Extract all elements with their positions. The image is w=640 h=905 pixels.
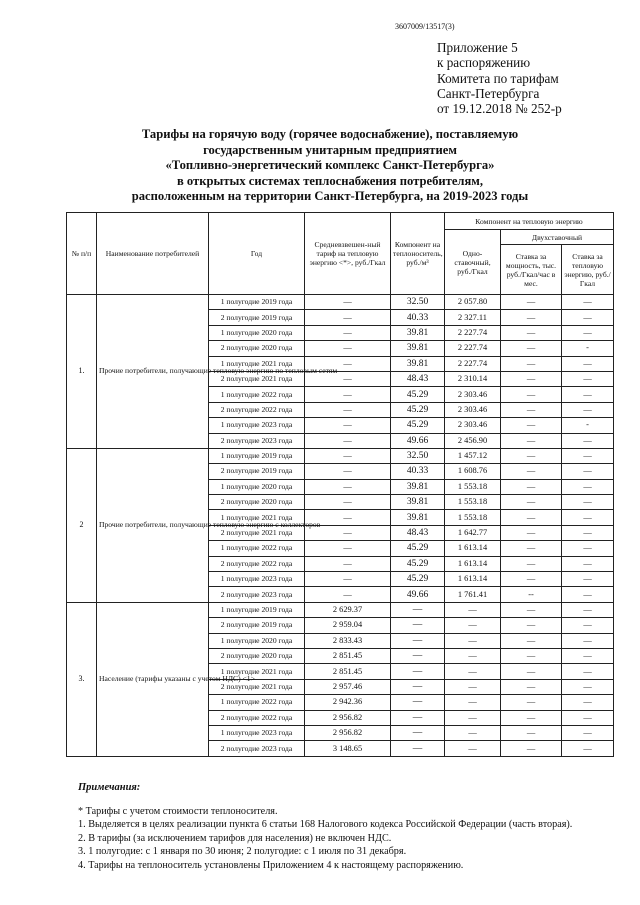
- title-line: Тарифы на горячую воду (горячее водоснабжение), поставляемую: [141, 127, 519, 141]
- carrier-cell: 39.81: [391, 510, 445, 525]
- power-rate-cell: —: [501, 679, 562, 694]
- carrier-cell: 45.29: [391, 572, 445, 587]
- single-rate-cell: —: [445, 679, 501, 694]
- avg-tariff-cell: —: [305, 572, 391, 587]
- power-rate-cell: —: [501, 541, 562, 556]
- power-rate-cell: —: [501, 618, 562, 633]
- energy-rate-cell: —: [562, 587, 614, 602]
- carrier-cell: —: [391, 664, 445, 679]
- period-cell: 1 полугодие 2022 года: [209, 541, 305, 556]
- period-cell: 2 полугодие 2019 года: [209, 618, 305, 633]
- title-line: «Топливно-энергетический комплекс Санкт-Петербурга»: [165, 158, 495, 173]
- carrier-cell: —: [391, 648, 445, 663]
- energy-rate-cell: —: [562, 664, 614, 679]
- power-rate-cell: —: [501, 310, 562, 325]
- energy-rate-cell: —: [562, 572, 614, 587]
- power-rate-cell: —: [501, 510, 562, 525]
- power-rate-cell: —: [501, 479, 562, 494]
- header-carrier: Компонент на теплоноситель, руб./м³: [391, 213, 445, 295]
- note-item: 3. 1 полугодие: с 1 января по 30 июня; 2 полугодие: с 1 июля по 31 декабря.: [78, 846, 407, 858]
- period-cell: 2 полугодие 2022 года: [209, 402, 305, 417]
- carrier-cell: 40.33: [391, 310, 445, 325]
- energy-rate-cell: —: [562, 402, 614, 417]
- single-rate-cell: —: [445, 633, 501, 648]
- carrier-cell: 45.29: [391, 556, 445, 571]
- appendix-line: Комитета по тарифам: [437, 70, 559, 86]
- energy-rate-cell: —: [562, 479, 614, 494]
- period-cell: 2 полугодие 2019 года: [209, 464, 305, 479]
- period-cell: 1 полугодие 2022 года: [209, 695, 305, 710]
- power-rate-cell: —: [501, 664, 562, 679]
- carrier-cell: 39.81: [391, 495, 445, 510]
- avg-tariff-cell: —: [305, 541, 391, 556]
- avg-tariff-cell: —: [305, 310, 391, 325]
- single-rate-cell: 2 327.11: [445, 310, 501, 325]
- carrier-cell: 45.29: [391, 418, 445, 433]
- power-rate-cell: —: [501, 418, 562, 433]
- single-rate-cell: 2 303.46: [445, 387, 501, 402]
- power-rate-cell: —: [501, 341, 562, 356]
- avg-tariff-cell: 2 942.36: [305, 695, 391, 710]
- power-rate-cell: —: [501, 710, 562, 725]
- power-rate-cell: —: [501, 602, 562, 617]
- consumer-name: Прочие потребители, получающие тепловую энергию с коллекторов: [97, 448, 209, 602]
- header-single-rate: Одно-ставочный, руб./Гкал: [445, 230, 501, 295]
- avg-tariff-cell: 2 956.82: [305, 710, 391, 725]
- power-rate-cell: —: [501, 725, 562, 740]
- row-number: 3.: [67, 602, 97, 756]
- appendix-line: к распоряжению: [437, 55, 531, 71]
- appendix-line: Санкт-Петербурга: [437, 85, 540, 101]
- power-rate-cell: —: [501, 633, 562, 648]
- single-rate-cell: 1 613.14: [445, 541, 501, 556]
- power-rate-cell: --: [501, 587, 562, 602]
- period-cell: 1 полугодие 2023 года: [209, 572, 305, 587]
- power-rate-cell: —: [501, 356, 562, 371]
- energy-rate-cell: —: [562, 510, 614, 525]
- avg-tariff-cell: 2 957.46: [305, 679, 391, 694]
- carrier-cell: 39.81: [391, 341, 445, 356]
- carrier-cell: 39.81: [391, 479, 445, 494]
- avg-tariff-cell: —: [305, 341, 391, 356]
- single-rate-cell: —: [445, 710, 501, 725]
- power-rate-cell: —: [501, 371, 562, 386]
- single-rate-cell: 1 457.12: [445, 448, 501, 463]
- table-row: [67, 295, 614, 310]
- avg-tariff-cell: —: [305, 479, 391, 494]
- single-rate-cell: 2 456.90: [445, 433, 501, 448]
- period-cell: 1 полугодие 2021 года: [209, 664, 305, 679]
- energy-rate-cell: —: [562, 541, 614, 556]
- period-cell: 1 полугодие 2020 года: [209, 479, 305, 494]
- single-rate-cell: —: [445, 695, 501, 710]
- avg-tariff-cell: 2 959.04: [305, 618, 391, 633]
- single-rate-cell: 2 310.14: [445, 371, 501, 386]
- period-cell: 1 полугодие 2023 года: [209, 418, 305, 433]
- note-item: * Тарифы с учетом стоимости теплоносителя.: [78, 805, 278, 817]
- period-cell: 2 полугодие 2021 года: [209, 371, 305, 386]
- single-rate-cell: 2 057.80: [445, 295, 501, 310]
- period-cell: 1 полугодие 2020 года: [209, 325, 305, 340]
- document-number: 3607009/13517(3): [395, 22, 455, 31]
- appendix-line: от 19.12.2018 № 252-р: [437, 101, 562, 117]
- single-rate-cell: 1 553.18: [445, 510, 501, 525]
- header-num: № п/п: [67, 213, 97, 295]
- avg-tariff-cell: —: [305, 525, 391, 540]
- carrier-cell: —: [391, 725, 445, 740]
- energy-rate-cell: -: [562, 341, 614, 356]
- energy-rate-cell: —: [562, 371, 614, 386]
- carrier-cell: 49.66: [391, 587, 445, 602]
- power-rate-cell: —: [501, 448, 562, 463]
- avg-tariff-cell: —: [305, 295, 391, 310]
- single-rate-cell: —: [445, 648, 501, 663]
- period-cell: 1 полугодие 2019 года: [209, 602, 305, 617]
- header-energy-rate: Ставка за тепловую энергию, руб./Гкал: [562, 245, 614, 295]
- period-cell: 2 полугодие 2021 года: [209, 679, 305, 694]
- carrier-cell: 48.43: [391, 525, 445, 540]
- power-rate-cell: —: [501, 402, 562, 417]
- power-rate-cell: —: [501, 572, 562, 587]
- avg-tariff-cell: —: [305, 356, 391, 371]
- carrier-cell: —: [391, 741, 445, 756]
- period-cell: 2 полугодие 2019 года: [209, 310, 305, 325]
- period-cell: 2 полугодие 2023 года: [209, 741, 305, 756]
- single-rate-cell: 2 227.74: [445, 341, 501, 356]
- title-line: государственным унитарным предприятием: [203, 142, 457, 157]
- power-rate-cell: —: [501, 648, 562, 663]
- power-rate-cell: —: [501, 741, 562, 756]
- period-cell: 1 полугодие 2021 года: [209, 510, 305, 525]
- carrier-cell: 39.81: [391, 325, 445, 340]
- row-number: 2: [67, 448, 97, 602]
- power-rate-cell: —: [501, 325, 562, 340]
- single-rate-cell: 1 761.41: [445, 587, 501, 602]
- avg-tariff-cell: —: [305, 510, 391, 525]
- header-consumer: Наименование потребителей: [97, 213, 209, 295]
- table-row: [67, 448, 614, 463]
- carrier-cell: 40.33: [391, 464, 445, 479]
- single-rate-cell: 1 613.14: [445, 572, 501, 587]
- energy-rate-cell: —: [562, 725, 614, 740]
- avg-tariff-cell: 2 851.45: [305, 664, 391, 679]
- carrier-cell: 39.81: [391, 356, 445, 371]
- energy-rate-cell: -: [562, 418, 614, 433]
- power-rate-cell: —: [501, 556, 562, 571]
- avg-tariff-cell: —: [305, 325, 391, 340]
- notes-title: Примечания:: [78, 782, 141, 793]
- title-line: расположенным на территории Санкт-Петербурга, на 2019-2023 годы: [131, 189, 529, 204]
- energy-rate-cell: —: [562, 495, 614, 510]
- energy-rate-cell: —: [562, 325, 614, 340]
- power-rate-cell: —: [501, 295, 562, 310]
- avg-tariff-cell: —: [305, 448, 391, 463]
- period-cell: 2 полугодие 2021 года: [209, 525, 305, 540]
- avg-tariff-cell: —: [305, 371, 391, 386]
- energy-rate-cell: —: [562, 310, 614, 325]
- note-item: 4. Тарифы на теплоноситель установлены Приложением 4 к настоящему распоряжению.: [78, 859, 464, 871]
- energy-rate-cell: —: [562, 556, 614, 571]
- document-title: [100, 127, 560, 205]
- energy-rate-cell: —: [562, 356, 614, 371]
- energy-rate-cell: —: [562, 679, 614, 694]
- power-rate-cell: —: [501, 464, 562, 479]
- avg-tariff-cell: —: [305, 433, 391, 448]
- consumer-name: Население (тарифы указаны с учетом НДС) <1>: [97, 602, 209, 756]
- single-rate-cell: —: [445, 602, 501, 617]
- header-power-rate: Ставка за мощность, тыс. руб./Гкал/час в мес.: [501, 245, 562, 295]
- period-cell: 1 полугодие 2021 года: [209, 356, 305, 371]
- header-avg-tariff: Средневзвешен-ный тариф на тепловую энергию <*>, руб./Гкал: [305, 213, 391, 295]
- energy-rate-cell: —: [562, 433, 614, 448]
- single-rate-cell: —: [445, 741, 501, 756]
- avg-tariff-cell: 3 148.65: [305, 741, 391, 756]
- energy-rate-cell: —: [562, 525, 614, 540]
- power-rate-cell: —: [501, 695, 562, 710]
- avg-tariff-cell: —: [305, 495, 391, 510]
- period-cell: 1 полугодие 2019 года: [209, 448, 305, 463]
- appendix-block: [437, 40, 562, 116]
- table-header: [67, 213, 614, 295]
- carrier-cell: —: [391, 679, 445, 694]
- period-cell: 2 полугодие 2020 года: [209, 341, 305, 356]
- period-cell: 2 полугодие 2023 года: [209, 433, 305, 448]
- carrier-cell: —: [391, 618, 445, 633]
- header-two-part: Двухставочный: [501, 230, 614, 245]
- single-rate-cell: 1 608.76: [445, 464, 501, 479]
- header-energy-group: Компонент на тепловую энергию: [445, 213, 614, 230]
- note-item: 1. Выделяется в целях реализации пункта 6 статьи 168 Налогового кодекса Российской Федерации (часть вторая).: [78, 819, 573, 831]
- tariff-table: [66, 212, 614, 757]
- carrier-cell: 45.29: [391, 387, 445, 402]
- energy-rate-cell: —: [562, 464, 614, 479]
- single-rate-cell: —: [445, 618, 501, 633]
- carrier-cell: —: [391, 710, 445, 725]
- single-rate-cell: 2 303.46: [445, 418, 501, 433]
- single-rate-cell: 1 642.77: [445, 525, 501, 540]
- carrier-cell: —: [391, 695, 445, 710]
- notes-block: [78, 781, 572, 873]
- power-rate-cell: —: [501, 525, 562, 540]
- consumer-name: Прочие потребители, получающие тепловую энергию по тепловым сетям: [97, 295, 209, 449]
- period-cell: 1 полугодие 2023 года: [209, 725, 305, 740]
- single-rate-cell: —: [445, 664, 501, 679]
- energy-rate-cell: —: [562, 448, 614, 463]
- avg-tariff-cell: 2 851.45: [305, 648, 391, 663]
- avg-tariff-cell: 2 629.37: [305, 602, 391, 617]
- power-rate-cell: —: [501, 433, 562, 448]
- table-body: [67, 295, 614, 757]
- avg-tariff-cell: —: [305, 587, 391, 602]
- period-cell: 2 полугодие 2022 года: [209, 556, 305, 571]
- single-rate-cell: 1 553.18: [445, 479, 501, 494]
- single-rate-cell: 1 553.18: [445, 495, 501, 510]
- energy-rate-cell: —: [562, 710, 614, 725]
- energy-rate-cell: —: [562, 633, 614, 648]
- avg-tariff-cell: 2 956.82: [305, 725, 391, 740]
- energy-rate-cell: —: [562, 602, 614, 617]
- energy-rate-cell: —: [562, 695, 614, 710]
- header-year: Год: [209, 213, 305, 295]
- period-cell: 1 полугодие 2019 года: [209, 295, 305, 310]
- single-rate-cell: 2 303.46: [445, 402, 501, 417]
- period-cell: 1 полугодие 2020 года: [209, 633, 305, 648]
- energy-rate-cell: —: [562, 295, 614, 310]
- energy-rate-cell: —: [562, 618, 614, 633]
- energy-rate-cell: —: [562, 648, 614, 663]
- carrier-cell: 32.50: [391, 295, 445, 310]
- power-rate-cell: —: [501, 387, 562, 402]
- power-rate-cell: —: [501, 495, 562, 510]
- carrier-cell: 49.66: [391, 433, 445, 448]
- avg-tariff-cell: —: [305, 556, 391, 571]
- period-cell: 2 полугодие 2020 года: [209, 495, 305, 510]
- energy-rate-cell: —: [562, 387, 614, 402]
- avg-tariff-cell: —: [305, 402, 391, 417]
- avg-tariff-cell: —: [305, 464, 391, 479]
- single-rate-cell: 1 613.14: [445, 556, 501, 571]
- period-cell: 2 полугодие 2022 года: [209, 710, 305, 725]
- carrier-cell: 45.29: [391, 402, 445, 417]
- row-number: 1.: [67, 295, 97, 449]
- energy-rate-cell: —: [562, 741, 614, 756]
- single-rate-cell: 2 227.74: [445, 356, 501, 371]
- carrier-cell: —: [391, 633, 445, 648]
- carrier-cell: 48.43: [391, 371, 445, 386]
- table-row: [67, 602, 614, 617]
- avg-tariff-cell: 2 833.43: [305, 633, 391, 648]
- carrier-cell: 45.29: [391, 541, 445, 556]
- period-cell: 2 полугодие 2023 года: [209, 587, 305, 602]
- carrier-cell: —: [391, 602, 445, 617]
- carrier-cell: 32.50: [391, 448, 445, 463]
- note-item: 2. В тарифы (за исключением тарифов для населения) не включен НДС.: [78, 832, 392, 844]
- period-cell: 1 полугодие 2022 года: [209, 387, 305, 402]
- period-cell: 2 полугодие 2020 года: [209, 648, 305, 663]
- avg-tariff-cell: —: [305, 418, 391, 433]
- single-rate-cell: —: [445, 725, 501, 740]
- appendix-line: Приложение 5: [437, 40, 518, 55]
- single-rate-cell: 2 227.74: [445, 325, 501, 340]
- title-line: в открытых системах теплоснабжения потребителям,: [176, 173, 484, 188]
- avg-tariff-cell: —: [305, 387, 391, 402]
